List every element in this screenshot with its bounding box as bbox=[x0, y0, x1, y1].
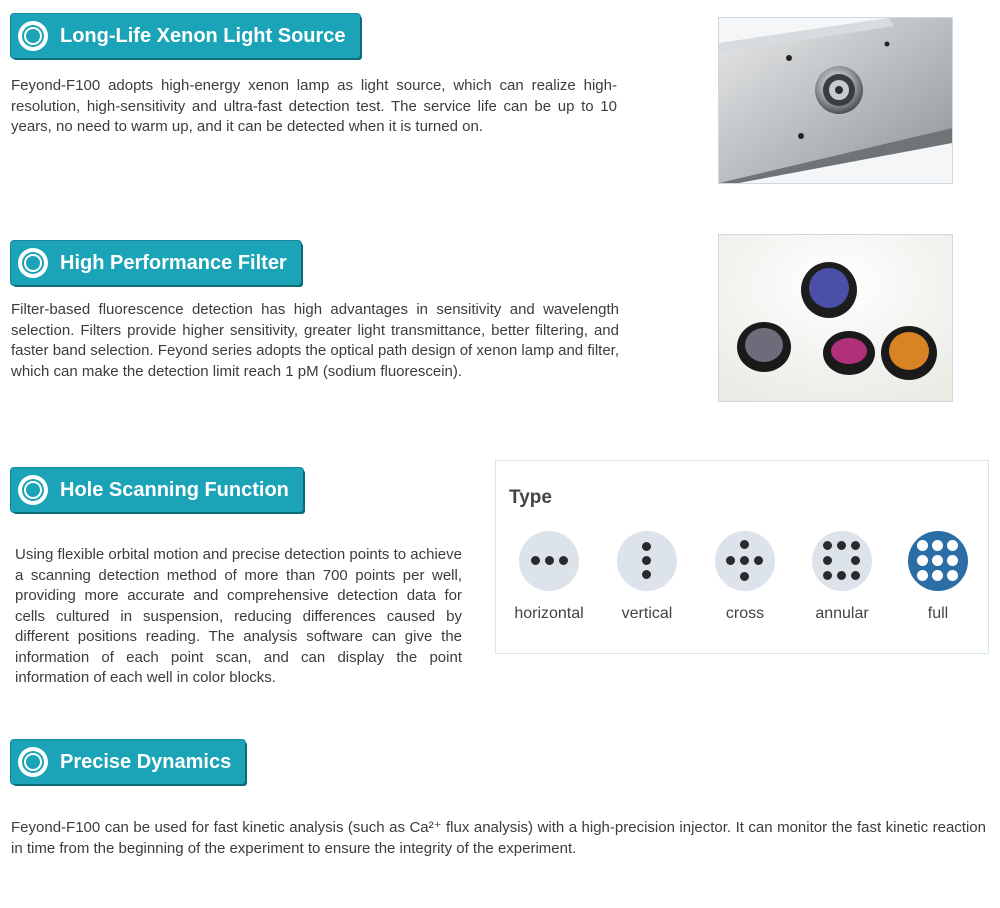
scan-type-horizontal bbox=[499, 531, 599, 623]
scan-type-vertical bbox=[597, 531, 697, 623]
ring-icon bbox=[18, 475, 48, 505]
scan-type-cross bbox=[695, 531, 795, 623]
ring-icon bbox=[18, 21, 48, 51]
vertical-dots-icon bbox=[617, 531, 677, 591]
section-heading-dynamics bbox=[11, 740, 245, 784]
scan-type-full bbox=[888, 531, 988, 623]
ring-icon bbox=[18, 248, 48, 278]
section-title: High Performance Filter bbox=[60, 251, 287, 274]
section-text: Using flexible orbital motion and precise detection points to achieve a scanning detection method of more than 700 points per well, providing more accurate and comprehensive detection data for cells cultured in suspension, reducing differences caused by different positions reading. The analysis software can give the information of each point scan, and can display the point information of each well in color blocks. bbox=[15, 546, 462, 686]
section-heading-filter bbox=[11, 241, 301, 285]
filters-photo bbox=[718, 234, 953, 402]
section-text: Filter-based fluorescence detection has high advantages in sensitivity and wavelength selection. Filters provide higher sensitivity, greater light transmittance, better filtering, and faster band selection. Feyond series adopts the optical path design of xenon lamp and filter, which can make the detection limit reach 1 pM (sodium fluorescein). bbox=[11, 301, 619, 380]
section-title: Hole Scanning Function bbox=[60, 478, 289, 501]
annular-dots-icon bbox=[812, 531, 872, 591]
section-heading-scanning bbox=[11, 468, 303, 512]
section-heading-xenon bbox=[11, 14, 360, 58]
scan-type-label: annular bbox=[815, 605, 869, 622]
scan-type-panel bbox=[495, 460, 989, 654]
scan-type-label: vertical bbox=[621, 605, 673, 622]
scan-type-label: horizontal bbox=[514, 605, 584, 622]
section-title: Long-Life Xenon Light Source bbox=[60, 24, 346, 47]
section-text: Feyond-F100 adopts high-energy xenon lamp as light source, which can realize high-resolution, high-sensitivity and ultra-fast detection test. The service life can be up to 10 years, no need to warm up, and it can be detected when it is turned on. bbox=[11, 77, 617, 135]
scan-type-label: full bbox=[927, 605, 949, 622]
section-text: Feyond-F100 can be used for fast kinetic analysis (such as Ca²⁺ flux analysis) with a high-precision injector. It can monitor the fast kinetic reaction in time from the beginning of the experiment to ensure the integrity of the experiment. bbox=[11, 819, 986, 857]
horizontal-dots-icon bbox=[519, 531, 579, 591]
scan-type-annular bbox=[792, 531, 892, 623]
type-heading: Type bbox=[509, 487, 552, 508]
cross-dots-icon bbox=[715, 531, 775, 591]
xenon-lamp-photo bbox=[718, 17, 953, 184]
scan-type-label: cross bbox=[725, 605, 765, 622]
ring-icon bbox=[18, 747, 48, 777]
section-title: Precise Dynamics bbox=[60, 750, 232, 773]
full-dots-icon bbox=[908, 531, 968, 591]
